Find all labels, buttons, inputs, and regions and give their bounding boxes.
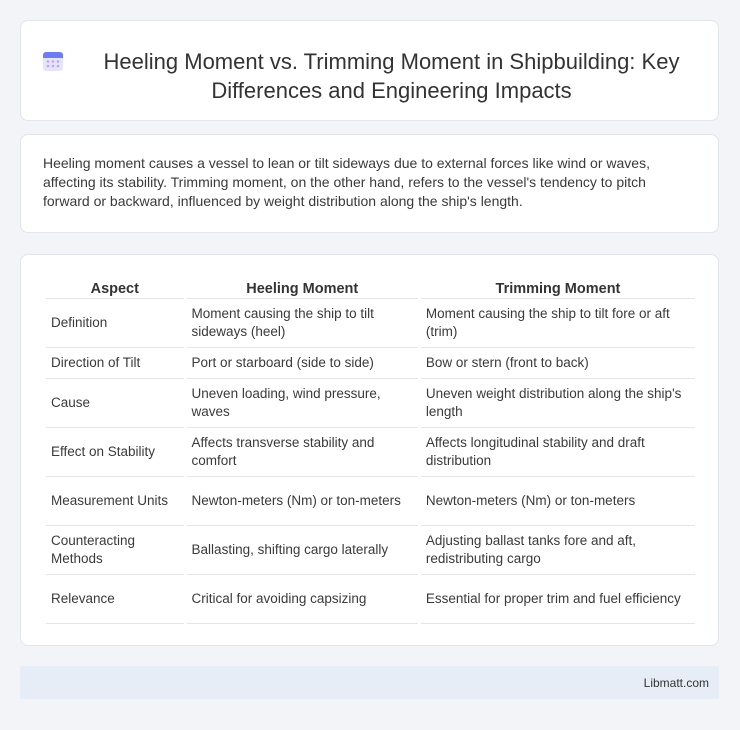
table-row (46, 575, 695, 624)
table-row (46, 299, 695, 348)
cell-heeling: Affects transverse stability and comfort (187, 428, 418, 477)
title-wrap (21, 21, 718, 105)
cell-aspect: Measurement Units (46, 477, 184, 526)
comparison-table (43, 275, 698, 624)
page-title: Heeling Moment vs. Trimming Moment in Shipbuilding: Key Differences and Engineering Impacts (103, 49, 680, 103)
cell-aspect: Effect on Stability (46, 428, 184, 477)
intro-paragraph: Heeling moment causes a vessel to lean or tilt sideways due to external forces like wind or waves, affecting its stability. Trimming moment, on the other hand, refers to the vessel's tendency to pitch forward or backward, influenced by weight distribution along the ship's length. (43, 155, 650, 209)
table-header-row (46, 275, 695, 299)
table-row (46, 526, 695, 575)
cell-aspect: Relevance (46, 575, 184, 624)
header-aspect: Aspect (46, 275, 184, 299)
table-card (20, 254, 719, 646)
cell-heeling: Newton-meters (Nm) or ton-meters (187, 477, 418, 526)
table-row (46, 477, 695, 526)
cell-aspect: Counteracting Methods (46, 526, 184, 575)
table-row (46, 379, 695, 428)
calendar-icon (41, 49, 65, 73)
cell-aspect: Cause (46, 379, 184, 428)
header-heeling-moment: Heeling Moment (187, 275, 418, 299)
intro-card (20, 134, 719, 233)
cell-trimming: Bow or stern (front to back) (421, 348, 695, 379)
footer-bar (20, 666, 719, 699)
cell-heeling: Critical for avoiding capsizing (187, 575, 418, 624)
cell-aspect: Direction of Tilt (46, 348, 184, 379)
table-row (46, 348, 695, 379)
cell-trimming: Essential for proper trim and fuel efficiency (421, 575, 695, 624)
cell-aspect: Definition (46, 299, 184, 348)
cell-trimming: Moment causing the ship to tilt fore or aft (trim) (421, 299, 695, 348)
cell-trimming: Newton-meters (Nm) or ton-meters (421, 477, 695, 526)
cell-trimming: Affects longitudinal stability and draft distribution (421, 428, 695, 477)
footer-brand-link[interactable]: Libmatt.com (643, 676, 709, 690)
cell-heeling: Port or starboard (side to side) (187, 348, 418, 379)
cell-trimming: Adjusting ballast tanks fore and aft, redistributing cargo (421, 526, 695, 575)
cell-trimming: Uneven weight distribution along the ship's length (421, 379, 695, 428)
table-row (46, 428, 695, 477)
title-card (20, 20, 719, 121)
header-trimming-moment: Trimming Moment (421, 275, 695, 299)
cell-heeling: Ballasting, shifting cargo laterally (187, 526, 418, 575)
cell-heeling: Moment causing the ship to tilt sideways (heel) (187, 299, 418, 348)
cell-heeling: Uneven loading, wind pressure, waves (187, 379, 418, 428)
